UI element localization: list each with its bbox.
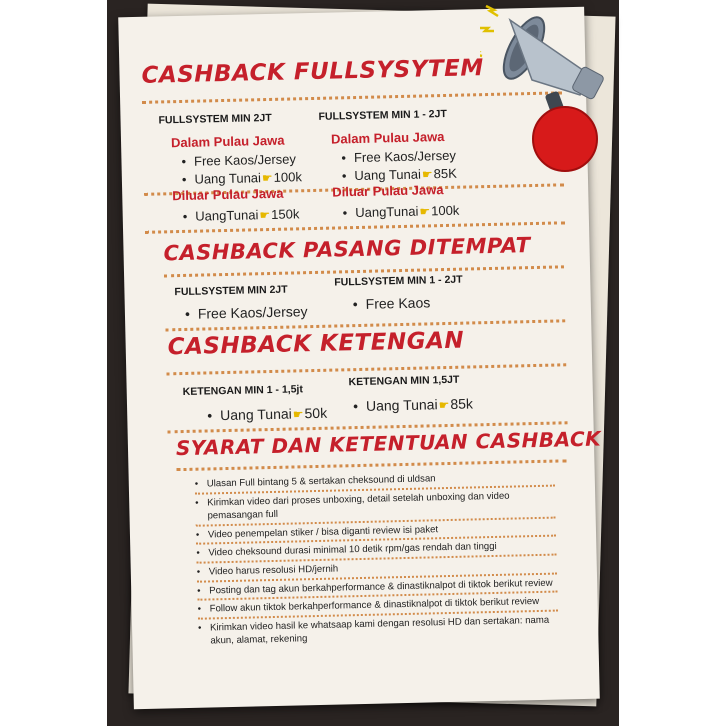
item-amount: 150k: [271, 206, 300, 222]
item-text: UangTunai: [355, 203, 419, 221]
pointing-hand-icon: ☛: [438, 397, 450, 413]
item-text: Uang Tunai: [194, 170, 262, 187]
item-text: Free Kaos/Jersey: [193, 151, 297, 169]
pointing-hand-icon: ☛: [259, 207, 271, 223]
list-item: • Free Kaos/Jersey: [184, 303, 308, 322]
heading-cashback-pasang: CASHBACK PASANG DITEMPAT: [163, 233, 531, 266]
list-item: • Free Kaos: [352, 294, 431, 313]
fullsystem-col1-region-jawa: Dalam Pulau Jawa: [170, 132, 285, 151]
list-item: • Posting dan tag akun berkahperformance & dinastiknalpot di tiktok berikut review: [197, 576, 557, 598]
item-text: Uang Tunai: [365, 396, 438, 414]
list-item: • Uang Tunai☛85K: [341, 165, 457, 184]
item-text: Free Kaos: [365, 294, 431, 312]
fullsystem-col2-header: FULLSYSTEM MIN 1 - 2JT: [318, 107, 447, 123]
list-item: • Video penempelan stiker / bisa diganti review isi paket: [196, 520, 556, 542]
fullsystem-col1-region-luar: Diluar Pulau Jawa: [172, 185, 284, 204]
item-text: Uang Tunai: [354, 166, 422, 184]
item-amount: 100k: [273, 169, 303, 185]
fullsystem-col2-region-luar: Diluar Pulau Jawa: [332, 182, 444, 200]
fullsystem-col1-header: FULLSYSTEM MIN 2JT: [158, 111, 272, 127]
item-text: Uang Tunai: [219, 405, 292, 424]
rules-list: [195, 470, 559, 649]
pointing-hand-icon: ☛: [421, 167, 433, 182]
pointing-hand-icon: ☛: [292, 407, 304, 422]
ketengan-col1-header: KETENGAN MIN 1 - 1,5jt: [182, 383, 304, 399]
list-item: • Video cheksound durasi minimal 10 detik rpm/gas rendah dan tinggi: [196, 539, 556, 561]
pointing-hand-icon: ☛: [261, 170, 273, 186]
dotted-divider: [176, 459, 566, 471]
lightning-icon: [480, 28, 494, 31]
list-item: • Uang Tunai☛50k: [207, 404, 328, 424]
list-item: • Video harus resolusi HD/jernih: [197, 558, 557, 580]
pointing-hand-icon: ☛: [419, 204, 431, 219]
megaphone-icon: [480, 0, 620, 190]
list-item: • UangTunai☛150k: [182, 206, 300, 224]
item-amount: 50k: [304, 404, 328, 422]
item-text: Free Kaos/Jersey: [197, 303, 308, 322]
list-item: • Follow akun tiktok berkahperformance & dinastiknalpot di tiktok berikut review: [198, 595, 558, 617]
list-item: • Uang Tunai☛85k: [352, 395, 474, 415]
heading-syarat-ketentuan: SYARAT DAN KETENTUAN CASHBACK: [175, 426, 602, 461]
heading-cashback-ketengan: CASHBACK KETENGAN: [167, 327, 465, 361]
list-item: • Free Kaos/Jersey: [181, 151, 297, 169]
item-text: Free Kaos/Jersey: [353, 147, 457, 166]
lightning-icon: [480, 50, 482, 56]
list-item: • Kirimkan video hasil ke whatsaap kami dengan resolusi HD dan sertakan: nama akun, alamat, rekening: [198, 613, 559, 648]
item-amount: 85k: [450, 395, 474, 412]
item-amount: 100k: [430, 202, 460, 219]
list-item: • Uang Tunai☛100k: [181, 169, 303, 187]
list-item: • Ulasan Full bintang 5 & sertakan cheksound di uldsan: [195, 470, 555, 492]
list-item: • UangTunai☛100k: [342, 202, 460, 221]
fullsystem-col2-region-jawa: Dalam Pulau Jawa: [330, 129, 445, 147]
pasang-col2-header: FULLSYSTEM MIN 1 - 2JT: [334, 273, 463, 289]
item-text: UangTunai: [195, 207, 259, 224]
item-amount: 85K: [433, 165, 457, 182]
heading-cashback-fullsystem: CASHBACK FULLSYSYTEM: [141, 55, 485, 89]
lightning-icon: [486, 6, 498, 16]
pasang-col1-header: FULLSYSTEM MIN 2JT: [174, 283, 288, 299]
list-item: • Free Kaos/Jersey: [341, 147, 457, 166]
list-item: • Kirimkan video dari proses unboxing, detail setelah unboxing dan video pemasangan full: [195, 488, 556, 523]
dotted-divider: [166, 363, 566, 375]
ketengan-col2-header: KETENGAN MIN 1,5JT: [348, 373, 460, 389]
